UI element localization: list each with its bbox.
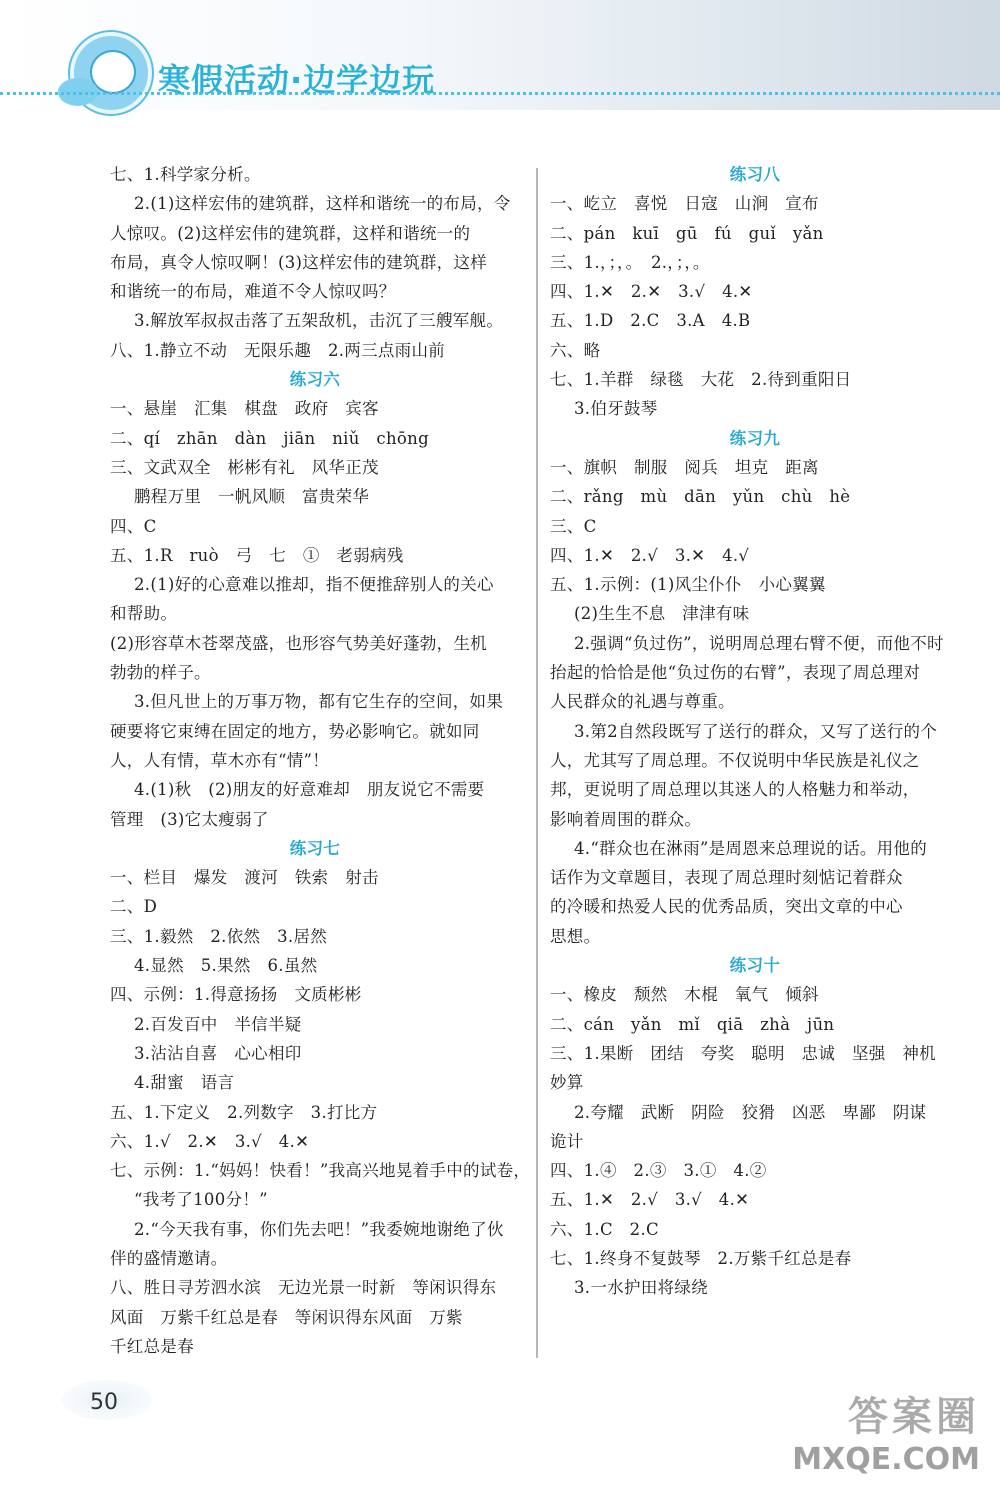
watermark-main: 答案圈 [848, 1394, 980, 1440]
answer-line: 二、D [110, 897, 158, 917]
answer-line: 4.(1)秋 (2)朋友的好意难却 朋友说它不需要 [134, 780, 485, 800]
answer-line: 一、橡皮 颓然 木棍 氧气 倾斜 [550, 985, 819, 1005]
answer-line: 五、1.R ruò 弓 七 ① 老弱病残 [110, 545, 404, 565]
answer-line: 一、栏目 爆发 渡河 铁索 射击 [110, 868, 379, 888]
answer-line: 四、1.✕ 2.✕ 3.√ 4.✕ [550, 282, 753, 302]
section-heading: 练习六 [289, 370, 341, 390]
answer-line: 3.沾沾自喜 心心相印 [134, 1043, 302, 1063]
answer-line: 五、1.示例：(1)风尘仆仆 小心翼翼 [550, 575, 826, 595]
answer-line: 风面 万紫千红总是春 等闲识得东风面 万紫 [110, 1307, 463, 1327]
answer-line: 七、1.科学家分析。 [110, 165, 261, 184]
answer-line: 八、胜日寻芳泗水滨 无边光景一时新 等闲识得东 [110, 1278, 497, 1298]
page-number: 50 [90, 1390, 118, 1415]
answer-line: 管理 (3)它太瘦弱了 [110, 809, 269, 829]
answer-line: 和谐统一的布局，难道不令人惊叹吗？ [110, 282, 396, 302]
answer-line: 人民群众的礼遇与尊重。 [550, 692, 735, 712]
section-heading: 练习十 [729, 956, 781, 976]
answer-line: 二、pán kuī gū fú guǐ yǎn [550, 223, 824, 243]
watermark-url: MXQE.COM [792, 1442, 980, 1477]
answer-line: 3.第2自然段既写了送行的群众，又写了送行的个 [574, 721, 938, 741]
answer-line: 四、1.✕ 2.√ 3.✕ 4.√ [550, 545, 750, 565]
section-heading: 练习八 [729, 165, 781, 184]
answer-line: 人，尤其写了周总理。不仅说明中华民族是礼仪之 [550, 750, 920, 770]
answer-line: 3.解放军叔叔击落了五架敌机，击沉了三艘军舰。 [134, 311, 504, 331]
answer-line: 抬起的恰恰是他“负过伤的右臂”，表现了周总理对 [550, 663, 921, 683]
answer-line: 二、cán yǎn mǐ qiā zhà jūn [550, 1014, 835, 1034]
answer-line: “我考了100分！” [134, 1190, 268, 1210]
answer-line: 妙算 [550, 1073, 584, 1093]
answer-line: 五、1.D 2.C 3.A 4.B [550, 311, 751, 331]
answer-line: 七、示例：1.“妈妈！快看！”我高兴地晃着手中的试卷， [110, 1161, 531, 1181]
answer-line: 和帮助。 [110, 604, 178, 624]
answer-line: 千红总是春 [110, 1336, 194, 1356]
answer-line: 3.一水护田将绿绕 [574, 1278, 708, 1298]
answer-line: (2)生生不息 津津有味 [574, 604, 750, 624]
answer-line: 3.伯牙鼓琴 [574, 399, 658, 419]
answer-line: 诡计 [550, 1131, 584, 1151]
answer-line: 六、1.√ 2.✕ 3.√ 4.✕ [110, 1131, 310, 1151]
answer-line: (2)形容草木苍翠茂盛，也形容气势美好蓬勃，生机 [110, 633, 488, 653]
answer-line: 三、1.毅然 2.依然 3.居然 [110, 926, 328, 946]
answer-line: 六、1.C 2.C [550, 1219, 659, 1239]
answer-line: 七、1.终身不复鼓琴 2.万紫千红总是春 [550, 1248, 852, 1268]
left-column [110, 160, 531, 1361]
answer-line: 硬要将它束缚在固定的地方，势必影响它。就如同 [110, 721, 480, 741]
answer-line: 二、rǎng mù dān yǔn chù hè [550, 487, 851, 507]
answer-line: 七、1.羊群 绿毯 大花 2.待到重阳日 [550, 370, 852, 390]
header-dotted-line [0, 92, 1000, 95]
answer-line: 一、悬崖 汇集 棋盘 政府 宾客 [110, 399, 379, 419]
answer-line: 的冷暖和热爱人民的优秀品质，突出文章的中心 [550, 897, 903, 917]
answer-line: 2.(1)好的心意难以推却，指不便推辞别人的关心 [134, 575, 494, 595]
answer-line: 四、1.④ 2.③ 3.① 4.② [550, 1161, 767, 1181]
answer-line: 伴的盛情邀请。 [110, 1248, 228, 1268]
answer-line: 布局，真令人惊叹啊！(3)这样宏伟的建筑群，这样 [110, 252, 488, 272]
answer-line: 2.强调“负过伤”，说明周总理右臂不便，而他不时 [574, 633, 944, 653]
watermark [792, 1385, 980, 1477]
answer-line: 2.夸耀 武断 阴险 狡猾 凶恶 卑鄙 阴谋 [574, 1102, 927, 1122]
answer-line: 2.(1)这样宏伟的建筑群，这样和谐统一的布局，令 [134, 194, 511, 214]
answer-line: 三、1.，；，。 2.，；，。 [550, 252, 710, 272]
answer-line: 话作为文章题目，表现了周总理时刻惦记着群众 [550, 868, 903, 888]
section-heading: 练习七 [289, 838, 341, 858]
answer-line: 四、C [110, 516, 157, 536]
answer-line: 4.甜蜜 语言 [134, 1073, 235, 1093]
answer-line: 影响着周围的群众。 [550, 809, 702, 829]
answer-line: 勃勃的样子。 [110, 663, 211, 683]
answer-line: 人，人有情，草木亦有“情”！ [110, 750, 330, 770]
answer-line: 2.百发百中 半信半疑 [134, 1014, 302, 1034]
answer-line: 人惊叹。(2)这样宏伟的建筑群，这样和谐统一的 [110, 223, 471, 243]
answer-line: 邦，更说明了周总理以其迷人的人格魅力和举动， [550, 780, 920, 800]
answer-line: 4.显然 5.果然 6.虽然 [134, 956, 318, 976]
answer-line: 三、1.果断 团结 夸奖 聪明 忠诚 坚强 神机 [550, 1043, 936, 1063]
answer-line: 三、文武双全 彬彬有礼 风华正茂 [110, 457, 379, 477]
answer-line: 鹏程万里 一帆风顺 富贵荣华 [134, 487, 370, 507]
header-title: 寒假活动·边学边玩 [158, 61, 436, 99]
answer-line: 3.但凡世上的万事万物，都有它生存的空间，如果 [134, 692, 504, 712]
answer-line: 四、示例：1.得意扬扬 文质彬彬 [110, 985, 362, 1005]
answer-line: 4.“群众也在淋雨”是周恩来总理说的话。用他的 [574, 838, 928, 858]
right-column [550, 160, 960, 1303]
answer-line: 思想。 [550, 926, 601, 946]
answer-line: 一、屹立 喜悦 日寇 山涧 宣布 [550, 194, 819, 214]
answer-line: 六、略 [550, 340, 601, 360]
page-header [0, 0, 1000, 110]
answer-line: 五、1.✕ 2.√ 3.√ 4.✕ [550, 1190, 750, 1210]
answer-line: 二、qí zhān dàn jiān niǔ chōng [110, 428, 429, 448]
answer-line: 一、旗帜 制服 阅兵 坦克 距离 [550, 457, 819, 477]
answer-line: 2.“今天我有事，你们先去吧！”我委婉地谢绝了伙 [134, 1219, 504, 1239]
answer-line: 三、C [550, 516, 597, 536]
answer-line: 五、1.下定义 2.列数字 3.打比方 [110, 1102, 378, 1122]
section-heading: 练习九 [729, 428, 781, 448]
column-divider [536, 168, 538, 1358]
answer-line: 八、1.静立不动 无限乐趣 2.两三点雨山前 [110, 340, 446, 360]
